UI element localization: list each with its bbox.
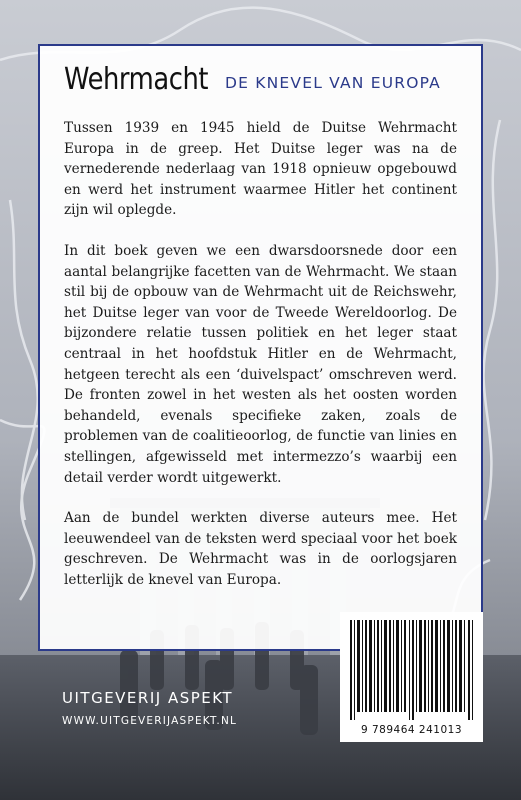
blurb-paragraph-2: In dit boek geven we een dwarsdoorsnede door een aantal belangrijke facetten van de Wehrmacht. We staan stil bij de opbouw van de Wehrmacht uit de Reichswehr, het Duitse leger van voor de Tweede Wereldoorlog. De bijzondere relatie tussen politiek en het leger staat centraal in het hoofdstuk Hitler en de Wehrmacht, hetgeen terecht als een ‘duivelspact’ omschreven werd. De fronten zowel in het westen als het oosten worden behandeld, evenals specifieke zaken, zoals de problemen van de coalitieoorlog, de functie van linies en stellingen, afgewisseld met intermezzo’s waarbij een detail verder wordt uitgewerkt. [64, 242, 457, 486]
publisher-website: WWW.UITGEVERIJASPEKT.NL [62, 715, 238, 727]
barcode-bars [348, 620, 475, 720]
barcode [340, 612, 483, 742]
blurb-paragraph-1: Tussen 1939 en 1945 hield de Duitse Wehrmacht Europa in de greep. Het Duitse leger was na de vernederende nederlaag van 1918 opnieuw opgebouwd en werd het instrument waarmee Hitler het continent zijn wil oplegde. [64, 120, 457, 219]
title-row [64, 62, 464, 102]
publisher-name: UITGEVERIJ ASPEKT [62, 689, 234, 707]
book-title: Wehrmacht [64, 62, 209, 97]
blurb [64, 118, 457, 610]
blurb-paragraph-3: Aan de bundel werkten diverse auteurs mee. Het leeuwendeel van de teksten werd speciaal voor het boek geschreven. De Wehrmacht was in de oorlogsjaren letterlijk de knevel van Europa. [64, 510, 457, 588]
text-panel [38, 44, 483, 651]
isbn-number: 9 789464 241013 [360, 724, 463, 736]
book-subtitle: DE KNEVEL VAN EUROPA [225, 74, 441, 92]
